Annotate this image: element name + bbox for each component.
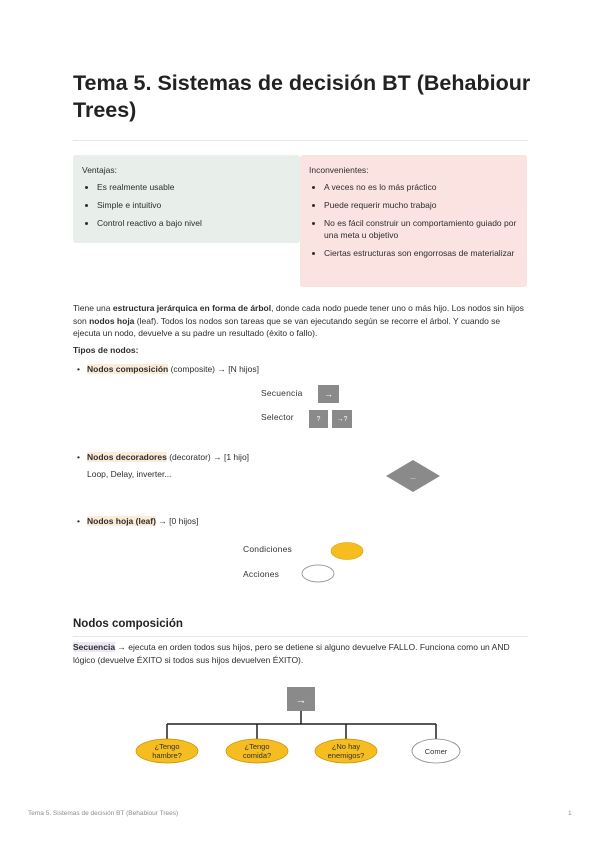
acciones-label: Acciones xyxy=(243,569,280,579)
node-type-name: Nodos hoja (leaf) xyxy=(87,516,156,526)
tree-child-label: comida? xyxy=(242,751,272,760)
tree-child-label: Comer xyxy=(424,747,448,756)
decorator-symbol: ... xyxy=(410,474,416,481)
pros-item: • Control reactivo a bajo nivel xyxy=(97,217,291,229)
footer-title: Tema 5. Sistemas de decisión BT (Behabiour Trees) xyxy=(28,810,179,817)
secuencia-paragraph xyxy=(73,641,528,666)
intro-text: , donde cada nodo puede tener uno o más hijo. Los nodos sin hijos son xyxy=(73,303,524,326)
intro-bold: estructura jerárquica en forma de árbol xyxy=(112,303,272,313)
tree-root-symbol: → xyxy=(295,694,307,707)
condition-leaf-diagram xyxy=(329,541,365,561)
cons-heading: Inconvenientes: xyxy=(309,165,369,175)
node-type-desc: (decorator) → [1 hijo] xyxy=(166,452,250,462)
node-type-name: Nodos composición xyxy=(87,364,169,374)
node-type-composite xyxy=(87,363,259,375)
condiciones-label: Condiciones xyxy=(243,544,292,554)
title-divider xyxy=(73,140,528,141)
intro-text: Tiene una xyxy=(73,303,113,313)
node-type-desc: → [0 hijos] xyxy=(155,516,199,526)
cons-list xyxy=(309,181,518,259)
tree-child-label: ¿Tengo xyxy=(154,742,180,751)
cons-callout xyxy=(300,155,527,287)
action-leaf-diagram xyxy=(300,563,336,584)
sequence-tree-diagram xyxy=(130,684,470,770)
section-divider xyxy=(73,636,528,637)
pros-callout xyxy=(73,155,300,243)
selector-node-icon: ? xyxy=(309,410,328,428)
action-ellipse xyxy=(302,565,334,582)
page-title: Tema 5. Sistemas de decisión BT (Behabiour Trees) xyxy=(73,71,531,122)
intro-bold: nodos hoja xyxy=(89,315,135,326)
decorator-examples: Loop, Delay, inverter... xyxy=(87,469,172,479)
pros-list xyxy=(82,181,291,229)
node-type-desc: (composite) → [N hijos] xyxy=(168,364,259,374)
intro-paragraph xyxy=(73,302,528,340)
intro-text: (leaf). Todos los nodos son tareas que se van ejecutando según se recorre el árbol. Y cuando se ejecuta un nodo, devuelve a su padre un resultado (éxito o fallo). xyxy=(73,315,501,338)
node-type-decorator xyxy=(87,451,249,463)
secuencia-keyword: Secuencia xyxy=(73,642,116,652)
cons-item: • A veces no es lo más práctico xyxy=(324,181,518,193)
selector-label: Selector xyxy=(261,412,294,422)
tree-child-label: ¿Tengo xyxy=(244,742,270,751)
pros-heading: Ventajas: xyxy=(82,165,117,175)
sequence-node-icon: → xyxy=(318,385,339,403)
pros-item: • Es realmente usable xyxy=(97,181,291,193)
tree-child-label: enemigos? xyxy=(327,751,365,760)
decorator-diagram xyxy=(385,459,441,493)
node-types-heading: Tipos de nodos: xyxy=(73,345,139,355)
pros-item: • Simple e intuitivo xyxy=(97,199,291,211)
node-type-leaf xyxy=(87,515,198,527)
secuencia-desc: → ejecuta en orden todos sus hijos, pero se detiene si alguno devuelve FALLO. Funciona como un AND lógico (devuelve ÉXITO si todos sus hijos devuelven ÉXITO). xyxy=(73,642,510,665)
footer-page-number: 1 xyxy=(568,810,572,817)
secuencia-label: Secuencia xyxy=(261,388,303,398)
tree-child-label: hambre? xyxy=(152,751,182,760)
section-title: Nodos composición xyxy=(73,618,183,630)
condition-ellipse xyxy=(331,543,363,560)
selector-node-icon: →? xyxy=(332,410,352,428)
node-type-name: Nodos decoradores xyxy=(87,452,167,462)
cons-item: • Ciertas estructuras son engorrosas de materializar xyxy=(324,247,518,259)
tree-child-label: ¿No hay xyxy=(331,742,361,751)
cons-item: • Puede requerir mucho trabajo xyxy=(324,199,518,211)
cons-item: • No es fácil construir un comportamiento guiado por una meta u objetivo xyxy=(324,217,518,241)
